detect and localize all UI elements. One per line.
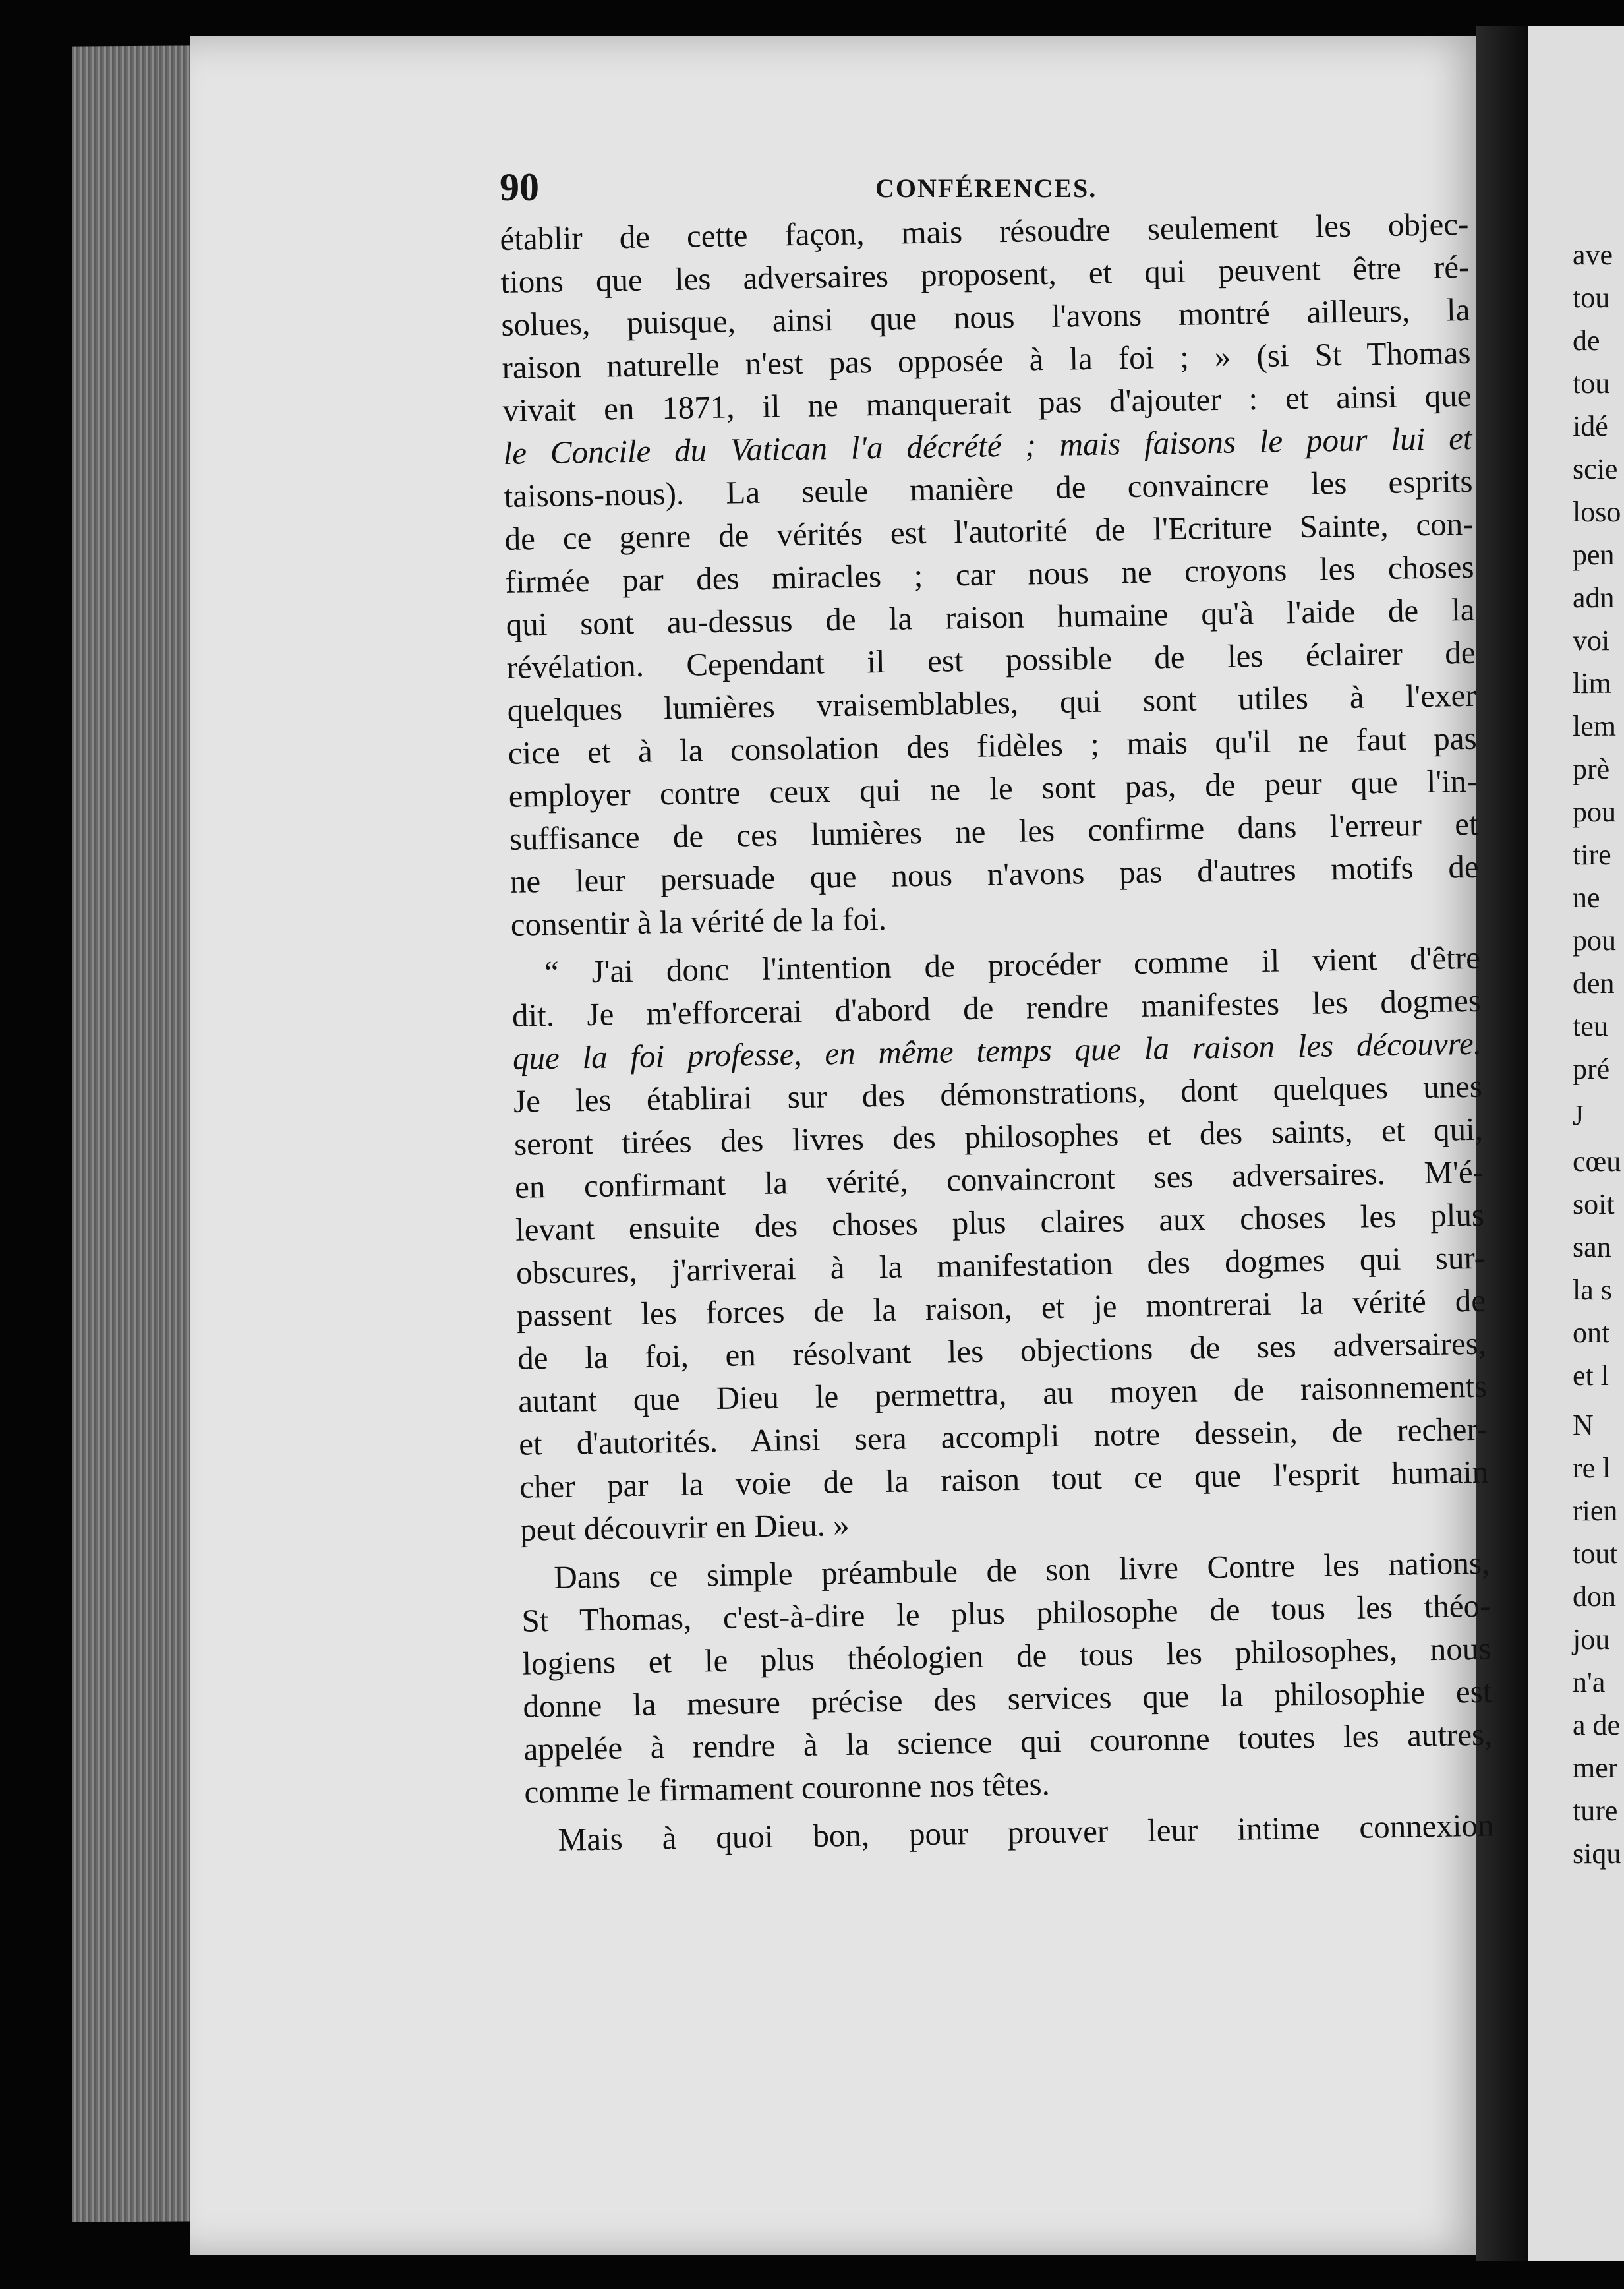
- text-line: le Concile du Vatican l'a décrété ; mais faisons le pour lui et: [503, 419, 1472, 471]
- facing-line: siqu: [1573, 1837, 1621, 1870]
- facing-line: soit: [1573, 1188, 1615, 1220]
- facing-line: la s: [1573, 1274, 1612, 1306]
- text-line: raison naturelle n'est pas opposée à la foi ; » (si St Thomas: [502, 334, 1471, 386]
- text-line: révélation. Cependant il est possible de les éclairer de: [506, 634, 1476, 686]
- text-line: vivait en 1871, il ne manquerait pas d'ajouter : et ainsi que: [502, 376, 1472, 429]
- facing-line: jou: [1573, 1623, 1610, 1655]
- facing-line: tou: [1573, 282, 1610, 314]
- facing-line: mer: [1573, 1752, 1618, 1784]
- facing-line: idé: [1573, 410, 1608, 442]
- facing-line: de: [1573, 324, 1600, 357]
- text-line: consentir à la vérité de la foi.: [510, 900, 887, 943]
- facing-line: cœu: [1573, 1145, 1621, 1177]
- facing-page-fragment: [1528, 26, 1624, 2261]
- facing-line: pou: [1573, 924, 1616, 957]
- text-line: comme le firmament couronne nos têtes.: [524, 1766, 1051, 1810]
- facing-line: tout: [1573, 1537, 1618, 1570]
- facing-line: n'a: [1573, 1666, 1606, 1698]
- book-gutter: [1476, 26, 1529, 2261]
- text-line: logiens et le plus théologien de tous les philosophes, nous: [522, 1630, 1492, 1682]
- facing-line: loso: [1573, 496, 1621, 528]
- facing-line: den: [1573, 967, 1615, 999]
- body-text: [500, 202, 1494, 1862]
- facing-line: prè: [1573, 753, 1610, 785]
- text-line: appelée à rendre à la science qui couronne toutes les autres,: [523, 1715, 1493, 1768]
- text-line: établir de cette façon, mais résoudre seulement les objec-: [500, 205, 1469, 257]
- facing-line: ont: [1573, 1317, 1610, 1349]
- text-line: St Thomas, c'est-à-dire le plus philosophe de tous les théo-: [521, 1587, 1491, 1639]
- facing-line: voi: [1573, 624, 1610, 657]
- facing-line: adn: [1573, 581, 1615, 614]
- facing-line: tire: [1573, 839, 1611, 871]
- book-page-edges: [72, 45, 198, 2222]
- facing-line: lim: [1573, 667, 1611, 699]
- text-line: ne leur persuade que nous n'avons pas d'autres motifs de: [509, 848, 1480, 900]
- facing-line: pré: [1573, 1053, 1610, 1085]
- running-head: CONFÉRENCES.: [875, 173, 1097, 203]
- text-line: cher par la voie de la raison tout ce que l'esprit humain: [519, 1453, 1489, 1505]
- facing-line: tou: [1573, 367, 1610, 400]
- text-line: Mais à quoi bon, pour prouver leur intime connexion: [558, 1806, 1494, 1858]
- text-line: de ce genre de vérités est l'autorité de l'Ecriture Sainte, con-: [504, 505, 1474, 557]
- text-line: cice et à la consolation des fidèles ; mais qu'il ne faut pas: [508, 719, 1478, 771]
- text-line: quelques lumières vraisemblables, qui sont utiles à l'exer: [507, 676, 1476, 728]
- text-line: employer contre ceux qui ne le sont pas, de peur que l'in-: [508, 762, 1478, 814]
- text-line: que la foi professe, en même temps que la raison les découvre.: [512, 1025, 1482, 1077]
- text-line: qui sont au-dessus de la raison humaine qu'à l'aide de la: [506, 591, 1475, 643]
- text-line: de la foi, en résolvant les objections de ses adversaires,: [517, 1324, 1487, 1377]
- facing-line: ave: [1573, 239, 1613, 271]
- facing-line: don: [1573, 1580, 1616, 1613]
- text-line: Je les établirai sur des démonstrations, dont quelques unes: [513, 1067, 1483, 1119]
- facing-line: J: [1573, 1099, 1584, 1131]
- text-line: peut découvrir en Dieu. »: [519, 1506, 850, 1548]
- text-line: levant ensuite des choses plus claires aux choses les plus: [515, 1196, 1485, 1248]
- text-line: taisons-nous). La seule manière de convaincre les esprits: [504, 462, 1473, 514]
- text-line: Dans ce simple préambule de son livre Contre les nations,: [553, 1544, 1490, 1595]
- facing-line: ne: [1573, 881, 1600, 914]
- facing-line: pen: [1573, 539, 1615, 571]
- facing-line: teu: [1573, 1010, 1608, 1042]
- text-line: et d'autorités. Ainsi sera accompli notre dessein, de recher-: [518, 1410, 1488, 1462]
- facing-line: et l: [1573, 1359, 1609, 1392]
- facing-line: rien: [1573, 1495, 1618, 1527]
- facing-line: N: [1573, 1409, 1594, 1441]
- text-line: passent les forces de la raison, et je montrerai la vérité de: [516, 1282, 1486, 1334]
- text-line: solues, puisque, ainsi que nous l'avons montré ailleurs, la: [501, 291, 1470, 343]
- page-number: 90: [500, 165, 539, 209]
- text-line: donne la mesure précise des services que la philosophie est: [523, 1673, 1492, 1725]
- text-line: tions que les adversaires proposent, et qui peuvent être ré-: [500, 248, 1470, 300]
- text-line: en confirmant la vérité, convaincront ses adversaires. M'é-: [514, 1153, 1484, 1205]
- text-line: seront tirées des livres des philosophes et des saints, et qui,: [513, 1110, 1484, 1162]
- text-line: firmée par des miracles ; car nous ne croyons les choses: [505, 548, 1474, 600]
- text-line: obscures, j'arriverai à la manifestation des dogmes qui sur-: [515, 1239, 1486, 1291]
- facing-line: scie: [1573, 453, 1618, 485]
- facing-line: pou: [1573, 796, 1616, 828]
- text-line: “ J'ai donc l'intention de procéder comme il vient d'être: [544, 939, 1481, 991]
- text-line: suffisance de ces lumières ne les confirme dans l'erreur et: [509, 805, 1479, 857]
- text-line: dit. Je m'efforcerai d'abord de rendre manifestes les dogmes: [511, 982, 1482, 1034]
- facing-line: san: [1573, 1231, 1611, 1263]
- facing-line: lem: [1573, 710, 1616, 742]
- facing-line: a de: [1573, 1709, 1621, 1741]
- facing-line: re l: [1573, 1452, 1611, 1484]
- text-line: autant que Dieu le permettra, au moyen de raisonnements: [517, 1367, 1488, 1419]
- facing-line: ture: [1573, 1795, 1618, 1827]
